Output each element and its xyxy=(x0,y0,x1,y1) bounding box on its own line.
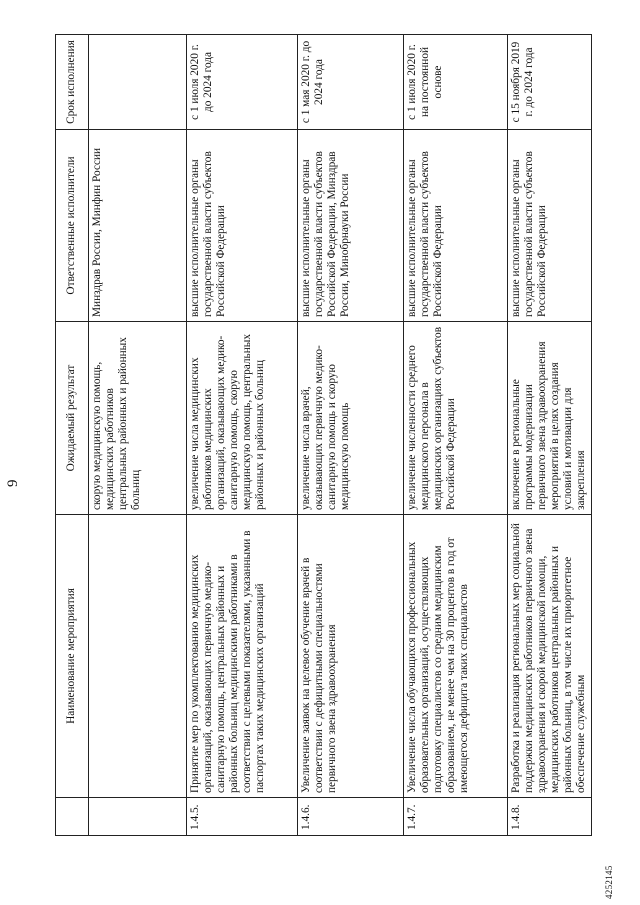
header-activity: Наименование мероприятия xyxy=(56,515,89,798)
cell-executors: высшие исполнительные органы государственной власти субъектов Российской Федерации, Минздрав России, Минобрнауки России xyxy=(298,130,404,322)
cell-activity: Увеличение заявок на целевое обучение врачей в соответствии с дефицитными специальностями первичного звена здравоохранения xyxy=(298,515,404,798)
cell-result: скорую медицинскую помощь, медицинских работников центральных районных и районных больниц xyxy=(89,322,187,515)
cell-num: 1.4.7. xyxy=(404,798,508,836)
cell-activity: Принятие мер по укомплектованию медицинских организаций, оказывающих первичную медико-санитарную помощь, центральных районных и районных больниц медицинскими работниками в соответствии с целевыми показателями, указанными в паспортах таких медицинских организаций xyxy=(187,515,298,798)
cell-executors: Минздрав России, Минфин России xyxy=(89,130,187,322)
table-row-continuation xyxy=(89,35,187,836)
header-executors: Ответственные исполнители xyxy=(56,130,89,322)
cell-deadline: с 1 июля 2020 г. на постоянной основе xyxy=(404,35,508,130)
cell-deadline: с 1 мая 2020 г. до 2024 года xyxy=(298,35,404,130)
header-num xyxy=(56,798,89,836)
table-row-1-4-8 xyxy=(508,35,592,836)
cell-result: увеличение числа медицинских работников медицинских организаций, оказывающих медико-санитарную помощь, скорую медицинскую помощь, центральных районных и районных больниц xyxy=(187,322,298,515)
cell-num xyxy=(89,798,187,836)
table-row-1-4-5 xyxy=(187,35,298,836)
cell-activity: Увеличение числа обучающихся профессиональных образовательных организаций, осуществляющих подготовку специалистов со средним медицинским образованием, не менее чем на 30 процентов в год от имеющегося дефицита таких специалистов xyxy=(404,515,508,798)
table-row-1-4-7 xyxy=(404,35,508,836)
cell-deadline: с 1 июля 2020 г. до 2024 года xyxy=(187,35,298,130)
header-result: Ожидаемый результат xyxy=(56,322,89,515)
cell-activity xyxy=(89,515,187,798)
table-header-row xyxy=(56,35,89,836)
document-code: 4252145 xyxy=(604,865,614,899)
table-row-1-4-6 xyxy=(298,35,404,836)
cell-result: включение в региональные программы модернизации первичного звена здравоохранения мероприятий в целях создания условий и мотивации для закрепления xyxy=(508,322,592,515)
cell-deadline: с 15 ноября 2019 г. до 2024 года xyxy=(508,35,592,130)
page-number: 9 xyxy=(5,479,21,487)
header-deadline: Срок исполнения xyxy=(56,35,89,130)
cell-result: увеличение числа врачей, оказывающих первичную медико-санитарную помощь и скорую медицинскую помощь xyxy=(298,322,404,515)
cell-num: 1.4.5. xyxy=(187,798,298,836)
cell-executors: высшие исполнительные органы государственной власти субъектов Российской Федерации xyxy=(508,130,592,322)
cell-result: увеличение численности среднего медицинского персонала в медицинских организациях субъектов Российской Федерации xyxy=(404,322,508,515)
cell-num: 1.4.8. xyxy=(508,798,592,836)
cell-num: 1.4.6. xyxy=(298,798,404,836)
cell-activity: Разработка и реализация региональных мер социальной поддержки медицинских работников первичного звена здравоохранения и скорой медицинской помощи, медицинских работников центральных районных и районных больниц, в том числе их приоритетное обеспечение служебным xyxy=(508,515,592,798)
cell-executors: высшие исполнительные органы государственной власти субъектов Российской Федерации xyxy=(404,130,508,322)
cell-executors: высшие исполнительные органы государственной власти субъектов Российской Федерации xyxy=(187,130,298,322)
cell-deadline xyxy=(89,35,187,130)
measures-table xyxy=(55,34,592,836)
